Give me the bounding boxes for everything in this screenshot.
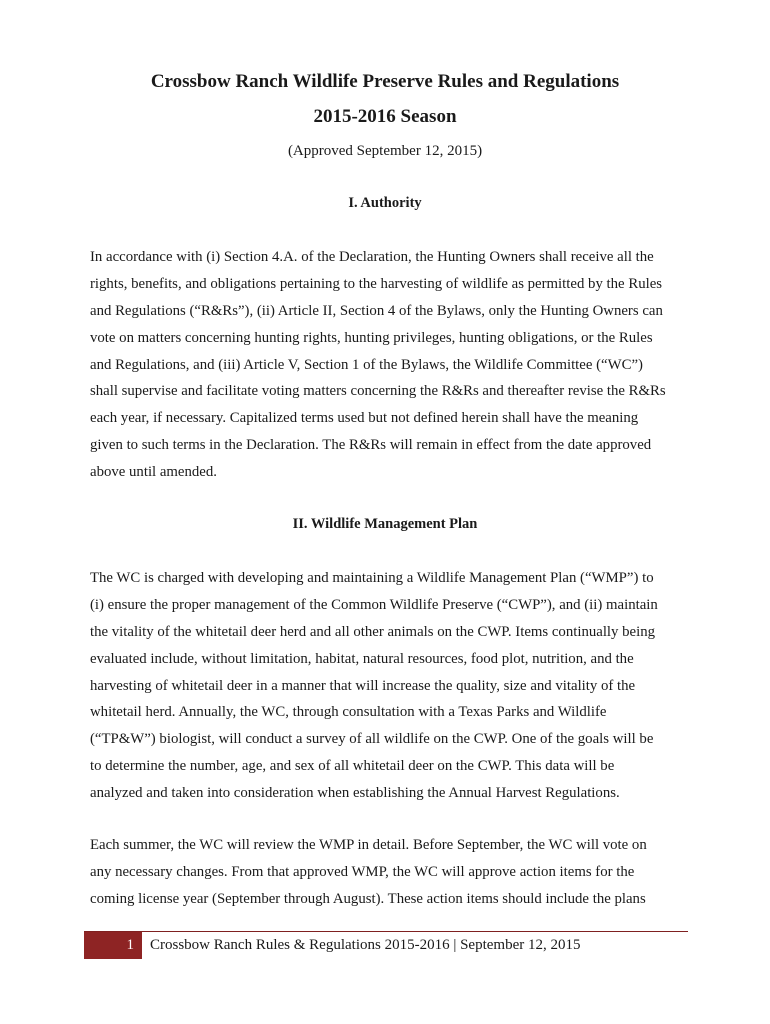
text-line: the vitality of the whitetail deer herd and all other animals on the CWP. Items continually being xyxy=(90,623,656,640)
text-line: to determine the number, age, and sex of all whitetail deer on the CWP. This data will be xyxy=(90,758,615,775)
footer-text: Crossbow Ranch Rules & Regulations 2015-2016 | September 12, 2015 xyxy=(150,937,581,953)
text-line: rights, benefits, and obligations pertaining to the harvesting of wildlife as permitted by the Rules xyxy=(90,275,663,292)
text-line: coming license year (September through August). These action items should include the plans xyxy=(90,890,646,907)
text-line: above until amended. xyxy=(90,464,217,481)
text-line: evaluated include, without limitation, habitat, natural resources, food plot, nutrition, and the xyxy=(90,650,634,667)
text-line: and Regulations (“R&Rs”), (ii) Article II, Section 4 of the Bylaws, only the Hunting Owners can xyxy=(90,302,663,319)
text-line: each year, if necessary. Capitalized terms used but not defined herein shall have the meaning xyxy=(90,410,639,427)
text-line: shall supervise and facilitate voting matters concerning the R&Rs and thereafter revise the R&Rs xyxy=(90,383,666,400)
text-line: whitetail herd. Annually, the WC, through consultation with a Texas Parks and Wildlife xyxy=(90,704,607,721)
text-line: (i) ensure the proper management of the Common Wildlife Preserve (“CWP”), and (ii) maintain xyxy=(90,596,658,613)
text-line: any necessary changes. From that approved WMP, the WC will approve action items for the xyxy=(90,863,635,880)
document-title: Crossbow Ranch Wildlife Preserve Rules and Regulations xyxy=(150,71,620,92)
paragraph-authority xyxy=(90,244,690,486)
section-heading-authority: I. Authority xyxy=(348,195,422,211)
text-line: (“TP&W”) biologist, will conduct a survey of all wildlife on the CWP. One of the goals will be xyxy=(90,731,654,748)
text-line: given to such terms in the Declaration. The R&Rs will remain in effect from the date approved xyxy=(90,437,652,454)
paragraph-wmp-overview xyxy=(90,565,690,807)
text-line: and Regulations, and (iii) Article V, Section 1 of the Bylaws, the Wildlife Committee (“WC”) xyxy=(90,356,643,373)
section-heading-wildlife-management-plan: II. Wildlife Management Plan xyxy=(292,516,478,532)
text-line: harvesting of whitetail deer in a manner that will increase the quality, size and vitality of the xyxy=(90,677,636,694)
page-number: 1 xyxy=(84,932,142,959)
paragraph-wmp-annual-review xyxy=(90,832,690,913)
approval-date: (Approved September 12, 2015) xyxy=(287,143,483,159)
text-line: analyzed and taken into consideration when establishing the Annual Harvest Regulations. xyxy=(90,785,620,802)
text-line: vote on matters concerning hunting rights, hunting privileges, hunting obligations, or the Rules xyxy=(90,329,653,346)
document-season: 2015-2016 Season xyxy=(313,106,457,127)
text-line: The WC is charged with developing and maintaining a Wildlife Management Plan (“WMP”) to xyxy=(90,570,654,586)
text-line: Each summer, the WC will review the WMP in detail. Before September, the WC will vote on xyxy=(90,837,647,853)
text-line: In accordance with (i) Section 4.A. of the Declaration, the Hunting Owners shall receive all the xyxy=(90,249,654,265)
